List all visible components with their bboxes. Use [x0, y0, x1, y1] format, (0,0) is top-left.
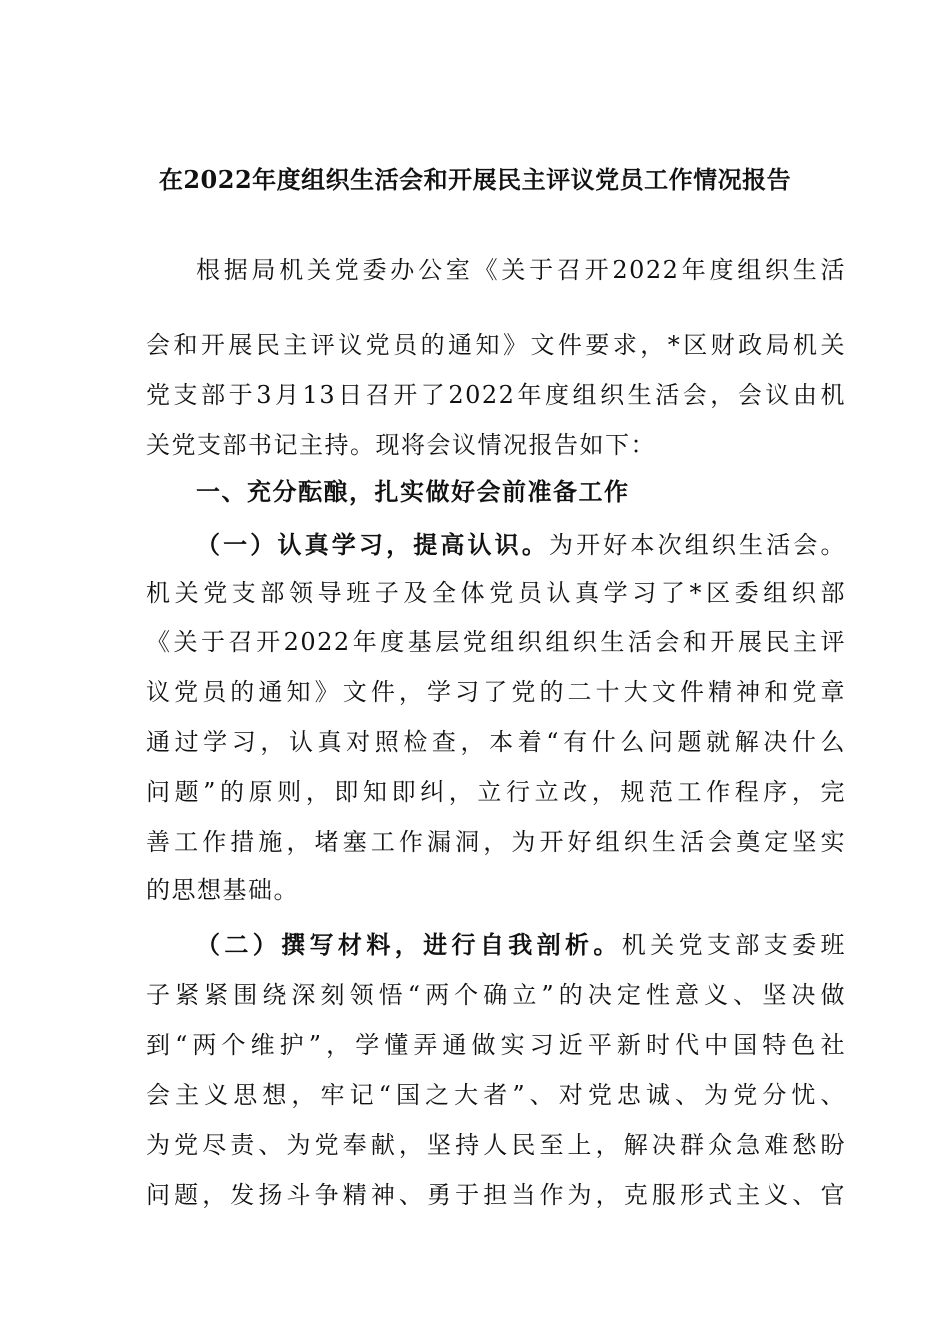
paragraph-line: 党支部于3月13日召开了2022年度组织生活会，会议由机 — [146, 381, 846, 409]
paragraph-line: 会和开展民主评议党员的通知》文件要求，*区财政局机关 — [146, 331, 846, 359]
paragraph-line: 关党支部书记主持。现将会议情况报告如下： — [146, 431, 656, 459]
subsection-lead: （二）撰写材料，进行自我剖析。 — [196, 930, 622, 959]
paragraph-line: 通过学习，认真对照检查，本着“有什么问题就解决什么 — [146, 728, 846, 756]
subsection-first-line — [196, 925, 846, 965]
paragraph-line: 《关于召开2022年度基层党组织组织生活会和开展民主评 — [146, 628, 846, 656]
paragraph-line: 议党员的通知》文件，学习了党的二十大文件精神和党章 — [146, 678, 846, 706]
subsection-text: 机关党支部支委班 — [621, 931, 847, 959]
section-heading: 一、充分酝酿，扎实做好会前准备工作 — [196, 477, 630, 506]
subsection-lead: （一）认真学习，提高认识。 — [196, 530, 549, 559]
paragraph-line: 问题，发扬斗争精神、勇于担当作为，克服形式主义、官 — [146, 1181, 846, 1209]
paragraph-line: 子紧紧围绕深刻领悟“两个确立”的决定性意义、坚决做 — [146, 981, 846, 1009]
paragraph-line: 为党尽责、为党奉献，坚持人民至上，解决群众急难愁盼 — [146, 1131, 846, 1159]
document-title: 在2022年度组织生活会和开展民主评议党员工作情况报告 — [158, 165, 792, 194]
paragraph-line: 到“两个维护”，学懂弄通做实习近平新时代中国特色社 — [146, 1031, 846, 1059]
subsection-text: 为开好本次组织生活会。 — [548, 531, 847, 559]
paragraph-line: 问题”的原则，即知即纠，立行立改，规范工作程序，完 — [146, 778, 846, 806]
paragraph-line: 善工作措施，堵塞工作漏洞，为开好组织生活会奠定坚实 — [146, 828, 846, 856]
subsection-first-line — [196, 525, 846, 565]
paragraph-line: 机关党支部领导班子及全体党员认真学习了*区委组织部 — [146, 579, 846, 607]
paragraph-line: 根据局机关党委办公室《关于召开2022年度组织生活 — [196, 256, 846, 284]
paragraph-line: 会主义思想，牢记“国之大者”、对党忠诚、为党分忧、 — [146, 1081, 846, 1109]
paragraph-line: 的思想基础。 — [146, 876, 299, 904]
